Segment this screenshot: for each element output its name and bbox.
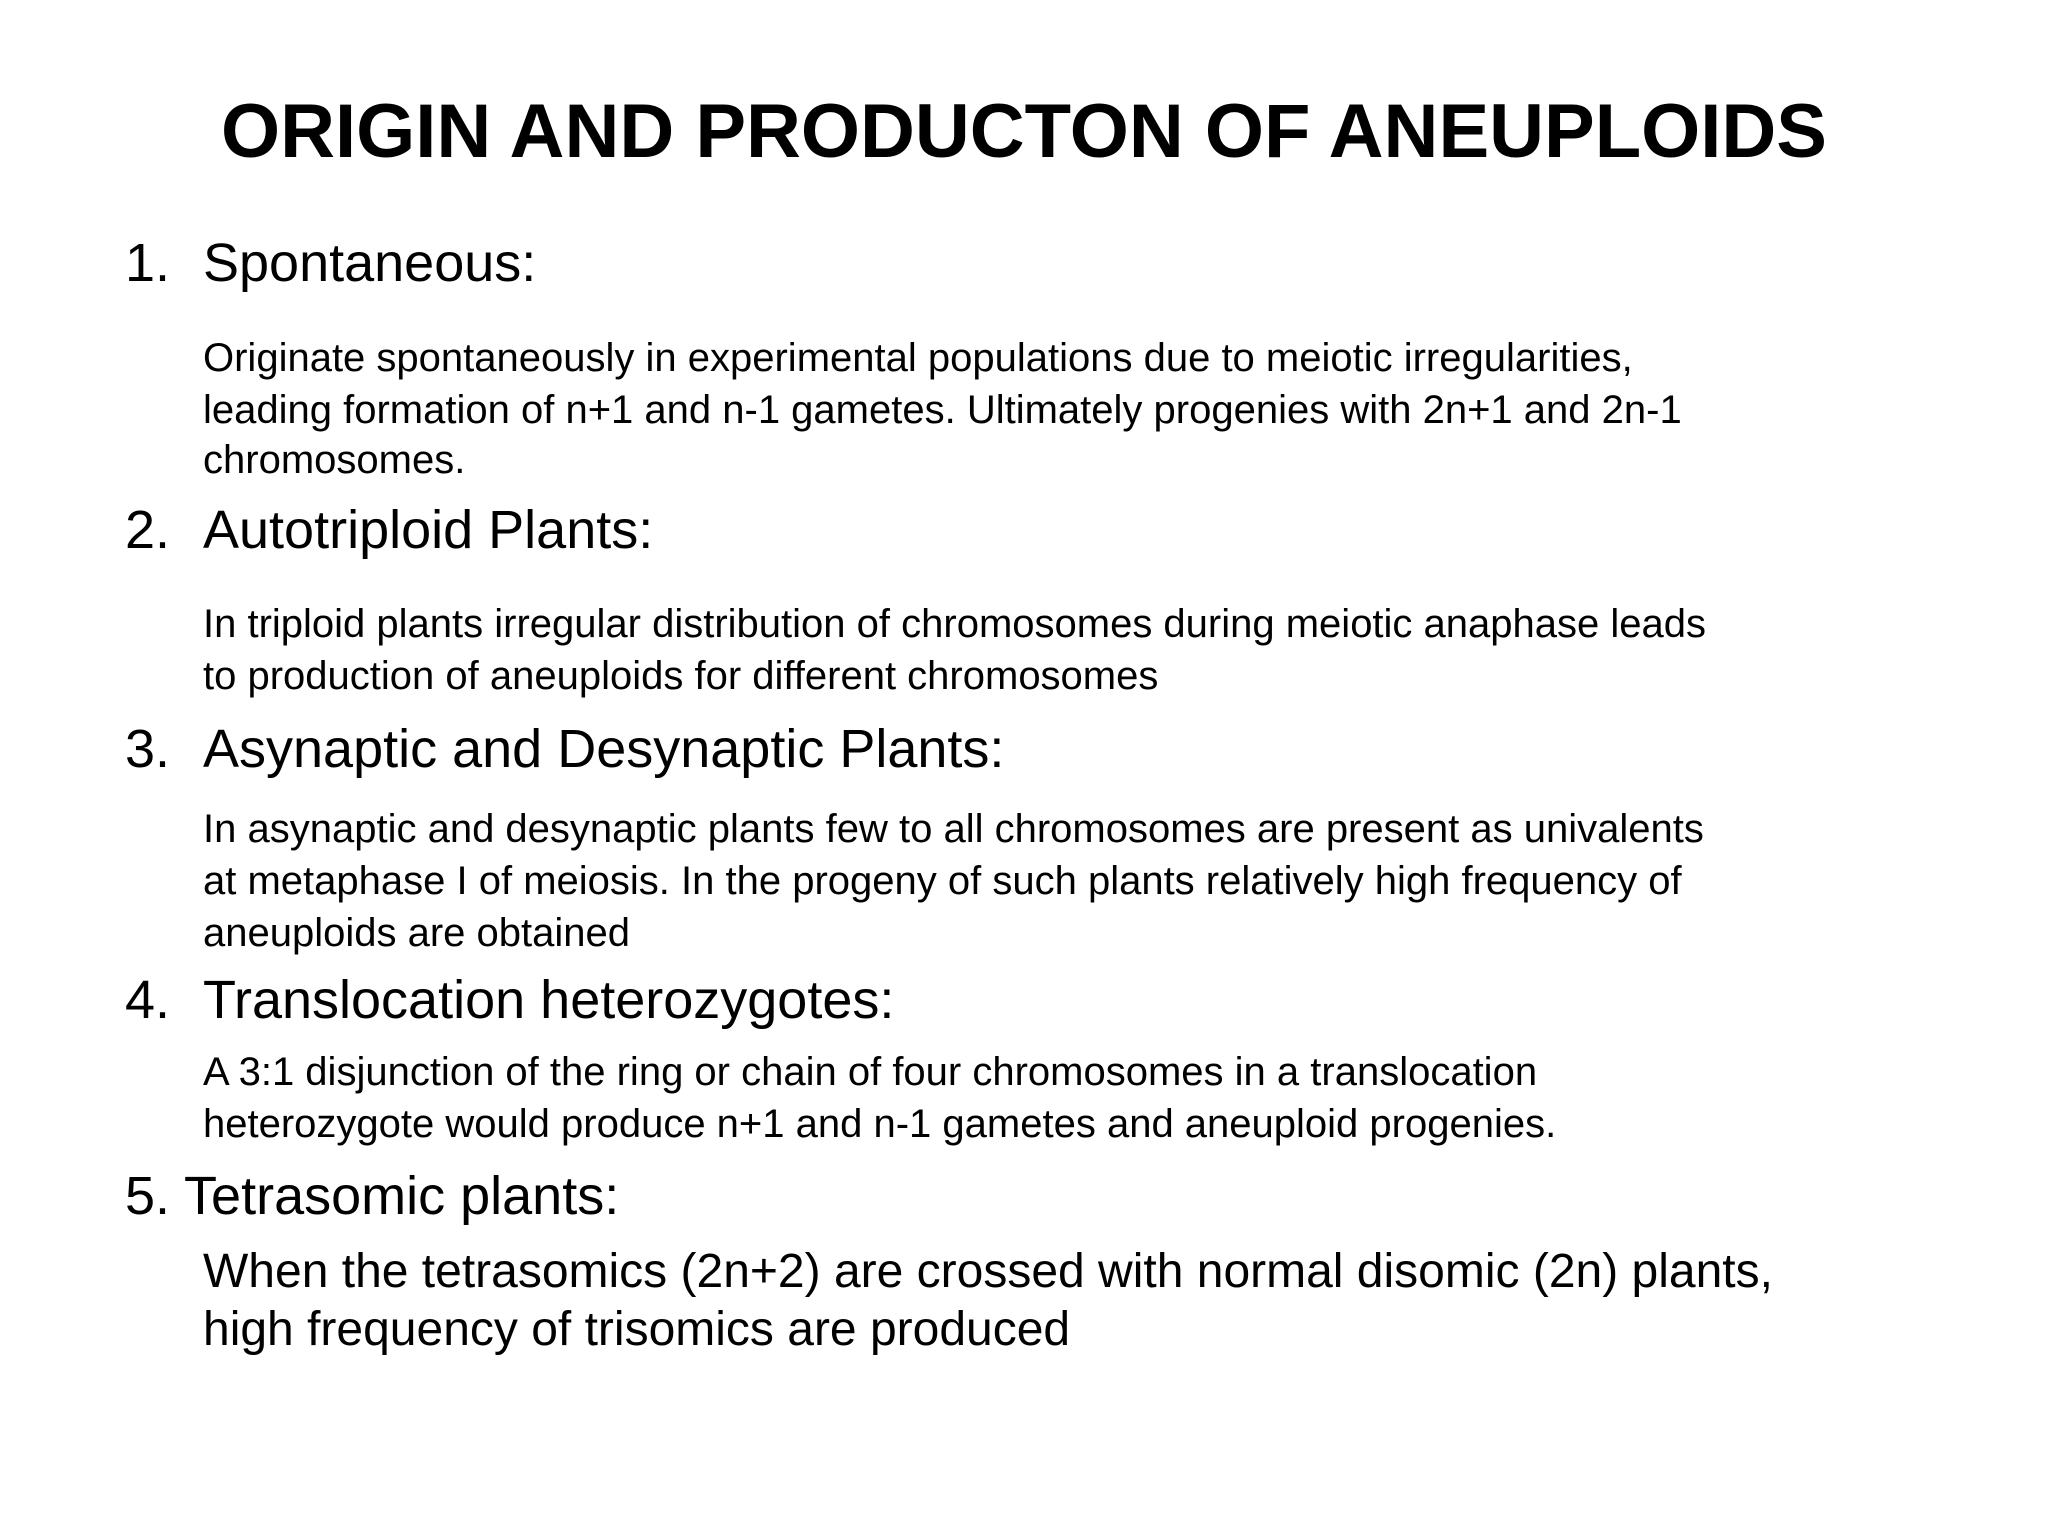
item-4-line-2: heterozygote would produce n+1 and n-1 gametes and aneuploid progenies. [203,1102,1557,1146]
item-2-heading [125,499,653,561]
item-2-number: 2. [125,500,171,560]
item-3-line-3: aneuploids are obtained [203,911,631,955]
item-4-number: 4. [125,970,171,1030]
item-5-number: 5. [125,1166,171,1226]
item-5-heading [125,1165,619,1227]
item-5-line-1: When the tetrasomics (2n+2) are crossed with normal disomic (2n) plants, [203,1245,1773,1298]
item-5-body [203,1243,1963,1359]
item-3-heading [125,718,1004,780]
item-5-heading-text: Tetrasomic plants: [184,1166,620,1226]
item-2-line-2: to production of aneuploids for different chromosomes [203,654,1159,698]
item-3-heading-text: Asynaptic and Desynaptic Plants: [203,719,1005,779]
item-1-line-3: chromosomes. [203,438,466,482]
item-4-heading [125,969,894,1031]
item-1-line-1: Originate spontaneously in experimental populations due to meiotic irregularities, [203,336,1633,380]
item-1-number: 1. [125,233,171,293]
item-2-body [203,598,1963,702]
slide-title: ORIGIN AND PRODUCTON OF ANEUPLOIDS [221,89,1827,174]
item-1-body [203,332,1963,486]
item-2-line-1: In triploid plants irregular distribution of chromosomes during meiotic anaphase leads [203,602,1707,646]
item-4-line-1: A 3:1 disjunction of the ring or chain of four chromosomes in a translocation [203,1050,1538,1094]
item-1-heading-text: Spontaneous: [203,233,537,293]
item-1-line-2: leading formation of n+1 and n-1 gametes. Ultimately progenies with 2n+1 and 2n-1 [203,388,1682,432]
item-3-number: 3. [125,719,171,779]
item-4-body [203,1046,1963,1150]
item-3-line-1: In asynaptic and desynaptic plants few to all chromosomes are present as univalents [203,807,1704,851]
item-3-body [203,803,1963,959]
item-2-heading-text: Autotriploid Plants: [203,500,654,560]
item-1-heading [125,232,536,294]
item-5-line-2: high frequency of trisomics are produced [203,1303,1071,1356]
item-3-line-2: at metaphase I of meiosis. In the progeny of such plants relatively high frequency of [203,859,1682,903]
item-4-heading-text: Translocation heterozygotes: [203,970,895,1030]
